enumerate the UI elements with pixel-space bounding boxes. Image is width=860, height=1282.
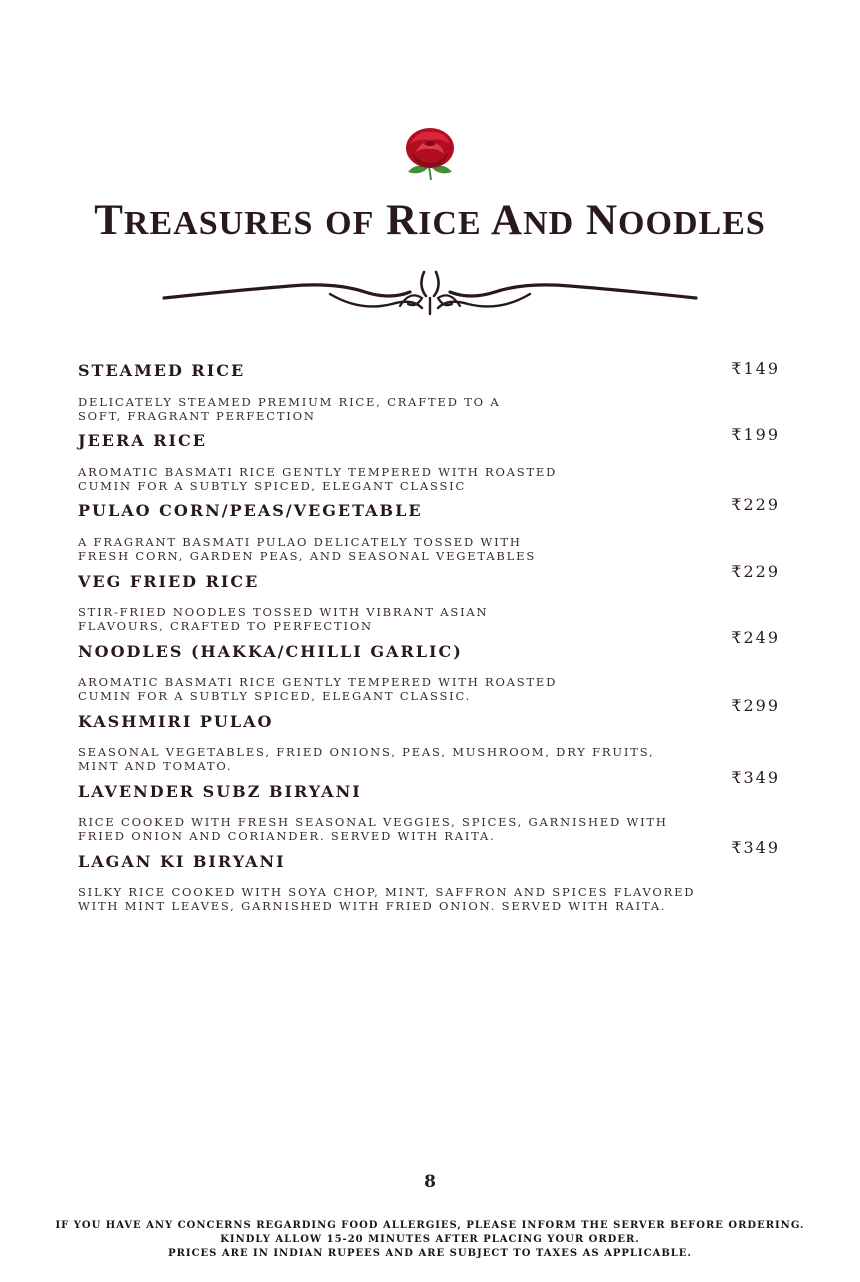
footer-price-note: PRICES ARE IN INDIAN RUPEES AND ARE SUBJECT TO TAXES AS APPLICABLE.: [168, 1248, 692, 1259]
item-price-steamed-rice: ₹149: [731, 359, 780, 378]
page-title: [0, 196, 860, 245]
item-desc-steamed-rice: DELICATELY STEAMED PREMIUM RICE, CRAFTED TO A SOFT, FRAGRANT PERFECTION: [78, 395, 501, 423]
rose-icon: [398, 122, 462, 184]
item-desc-lagan-ki-biryani: SILKY RICE COOKED WITH SOYA CHOP, MINT, SAFFRON AND SPICES FLAVORED WITH MINT LEAVES, GARNISHED WITH FRIED ONION. SERVED WITH RAITA.: [78, 885, 696, 913]
item-name-kashmiri-pulao: KASHMIRI PULAO: [78, 712, 274, 731]
item-price-noodles: ₹249: [731, 628, 780, 647]
item-name-lagan-ki-biryani: LAGAN KI BIRYANI: [78, 852, 286, 871]
item-desc-lavender-subz-biryani: RICE COOKED WITH FRESH SEASONAL VEGGIES, SPICES, GARNISHED WITH FRIED ONION AND CORIANDER. SERVED WITH RAITA.: [78, 815, 668, 843]
page-number: 8: [424, 1172, 436, 1192]
footer-wait-note: KINDLY ALLOW 15-20 MINUTES AFTER PLACING YOUR ORDER.: [220, 1234, 640, 1245]
item-name-veg-fried-rice: VEG FRIED RICE: [78, 572, 260, 591]
item-name-noodles: NOODLES (HAKKA/CHILLI GARLIC): [78, 642, 463, 661]
item-price-jeera-rice: ₹199: [731, 425, 780, 444]
item-name-pulao: PULAO CORN/PEAS/VEGETABLE: [78, 501, 423, 520]
item-desc-veg-fried-rice: STIR-FRIED NOODLES TOSSED WITH VIBRANT ASIAN FLAVOURS, CRAFTED TO PERFECTION: [78, 605, 489, 633]
item-name-steamed-rice: STEAMED RICE: [78, 361, 246, 380]
item-name-lavender-subz-biryani: LAVENDER SUBZ BIRYANI: [78, 782, 362, 801]
item-price-kashmiri-pulao: ₹299: [731, 696, 780, 715]
item-name-jeera-rice: JEERA RICE: [78, 431, 207, 450]
item-price-lavender-subz-biryani: ₹349: [731, 768, 780, 787]
item-desc-noodles: AROMATIC BASMATI RICE GENTLY TEMPERED WITH ROASTED CUMIN FOR A SUBTLY SPICED, ELEGANT CLASSIC.: [78, 675, 558, 703]
item-price-pulao: ₹229: [731, 495, 780, 514]
flourish-divider-icon: [160, 268, 700, 320]
page-title-text: TREASURES OF RICE AND NOODLES: [94, 197, 766, 244]
item-desc-kashmiri-pulao: SEASONAL VEGETABLES, FRIED ONIONS, PEAS, MUSHROOM, DRY FRUITS, MINT AND TOMATO.: [78, 745, 655, 773]
footer-allergy-note: IF YOU HAVE ANY CONCERNS REGARDING FOOD ALLERGIES, PLEASE INFORM THE SERVER BEFORE ORDERING.: [55, 1220, 805, 1231]
footer-notes: [0, 1219, 860, 1261]
item-desc-pulao: A FRAGRANT BASMATI PULAO DELICATELY TOSSED WITH FRESH CORN, GARDEN PEAS, AND SEASONAL VEGETABLES: [78, 535, 536, 563]
item-price-lagan-ki-biryani: ₹349: [731, 838, 780, 857]
item-desc-jeera-rice: AROMATIC BASMATI RICE GENTLY TEMPERED WITH ROASTED CUMIN FOR A SUBTLY SPICED, ELEGANT CLASSIC: [78, 465, 558, 493]
item-price-veg-fried-rice: ₹229: [731, 562, 780, 581]
